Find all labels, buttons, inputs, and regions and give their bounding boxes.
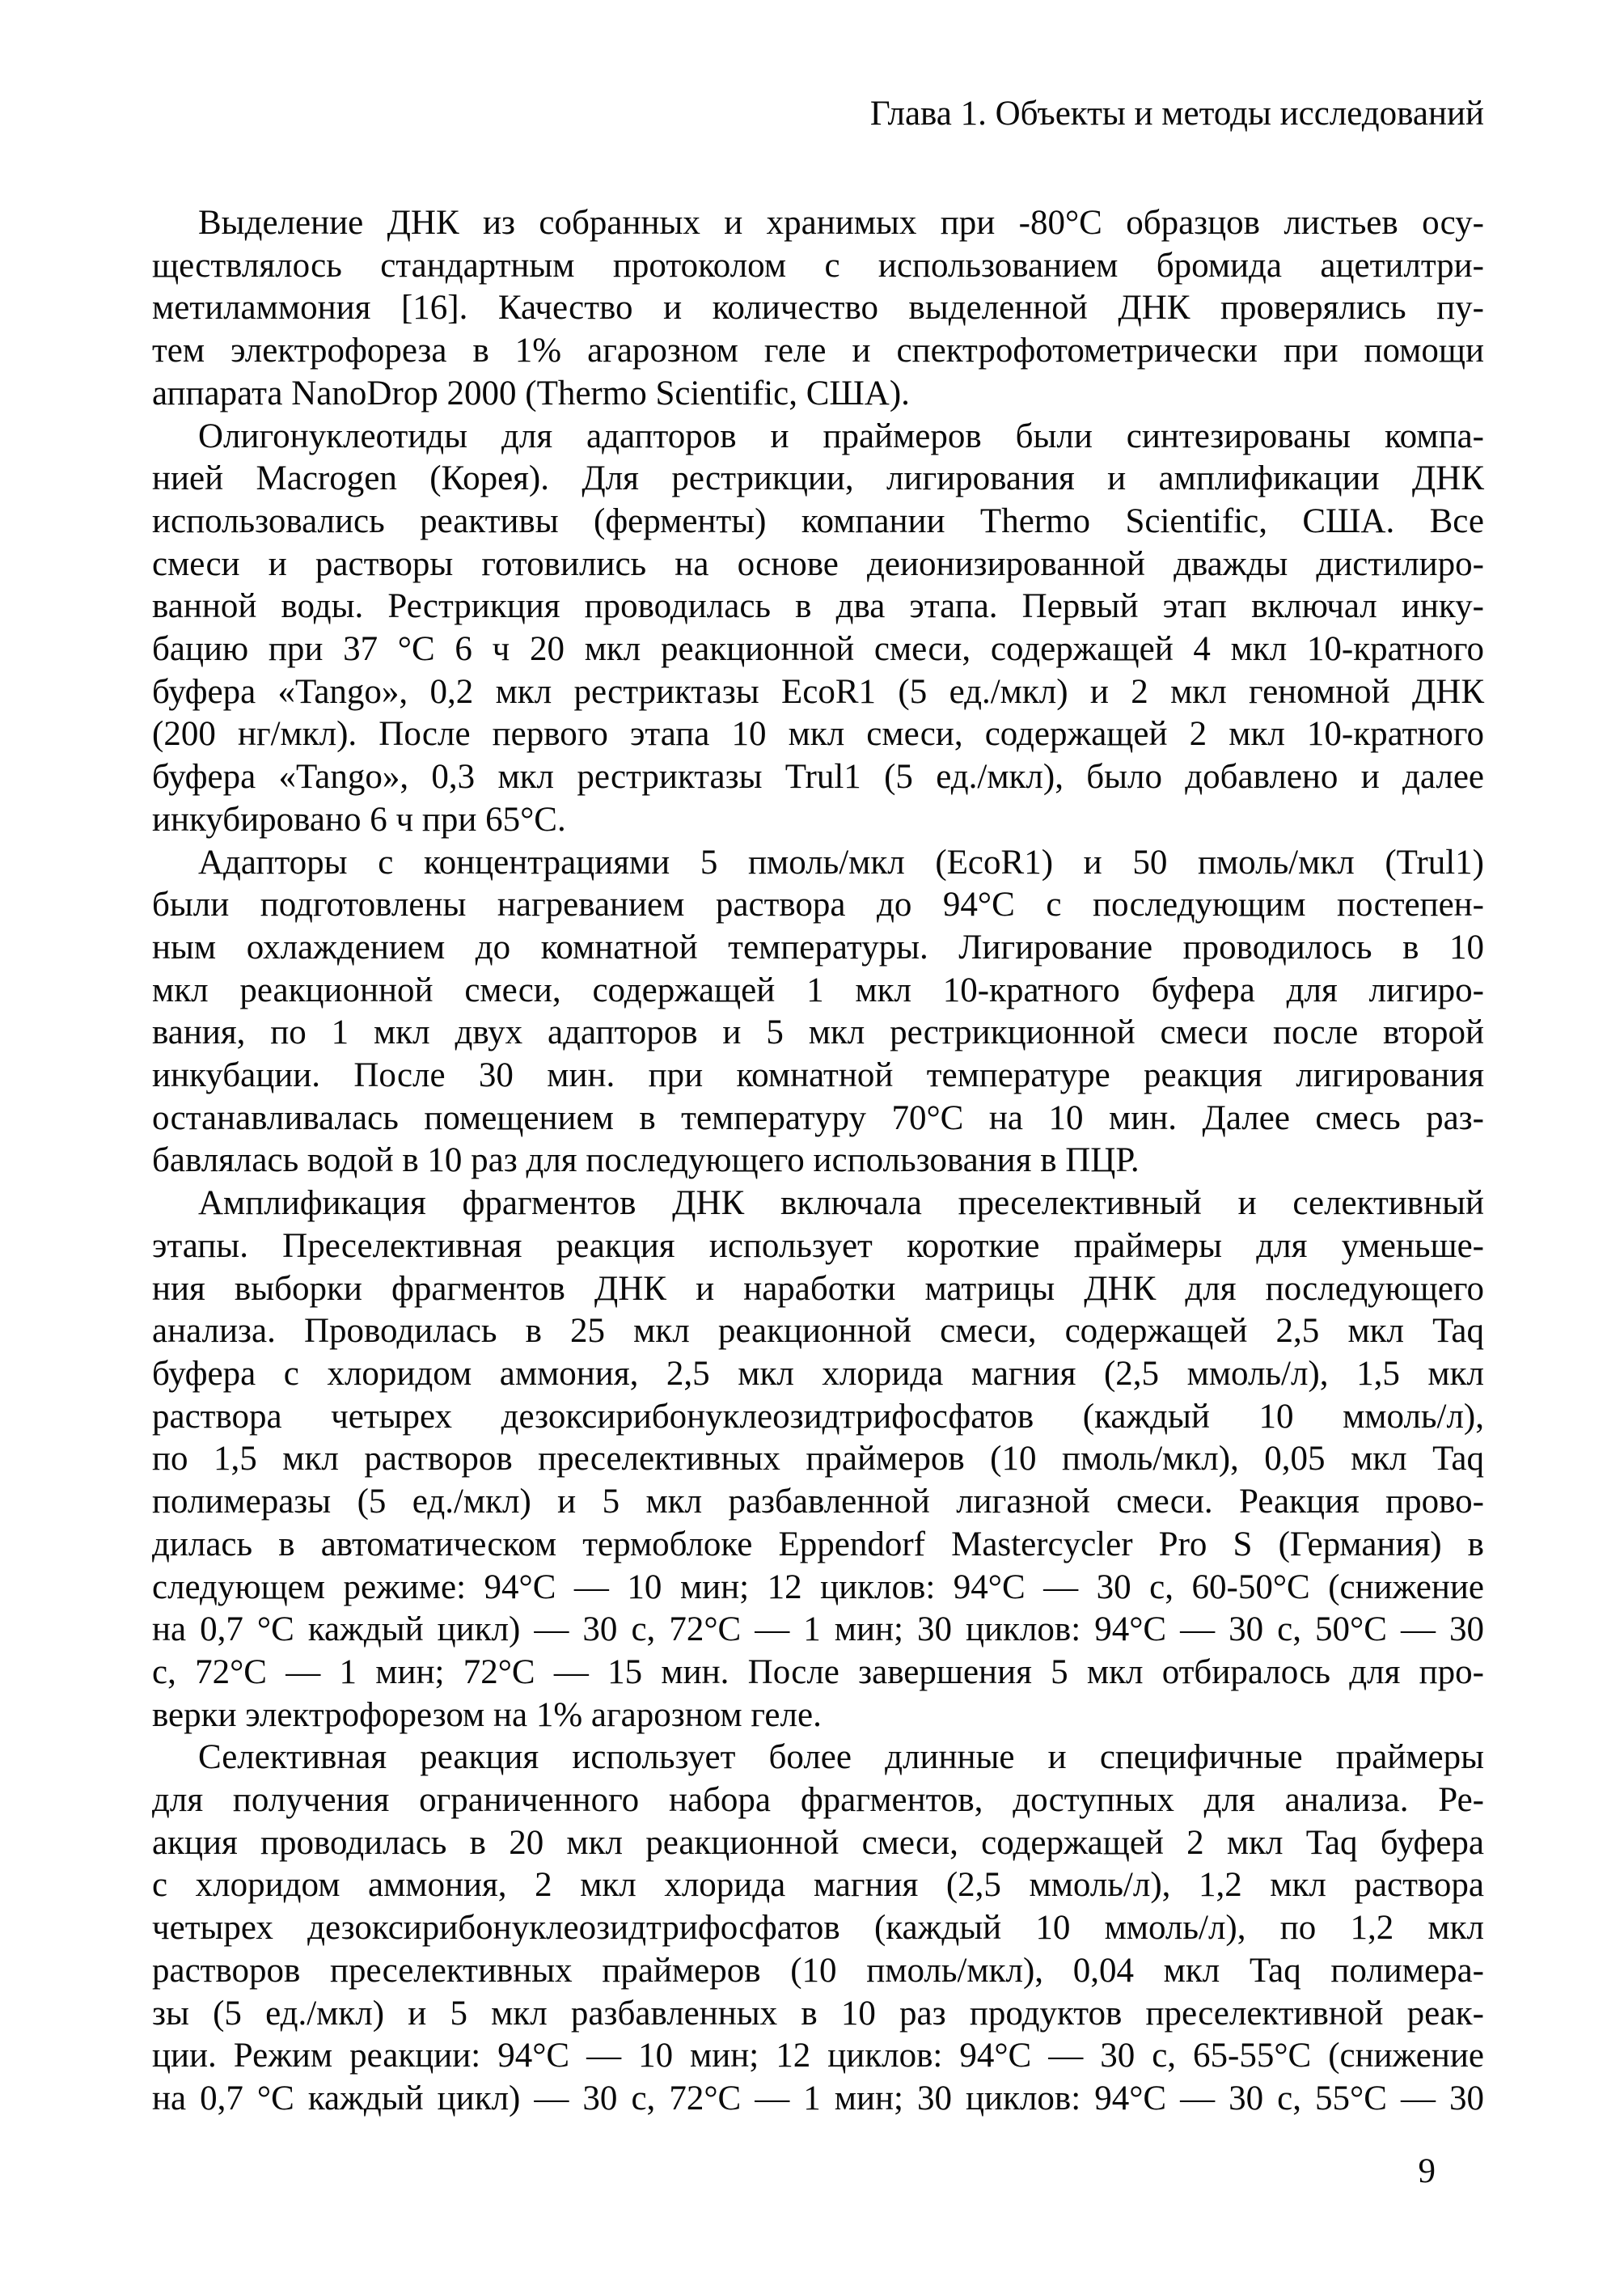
- body-text: [152, 202, 1484, 2121]
- text-line: метиламмония [16]. Качество и количество выделенной ДНК проверялись пу-: [152, 289, 1484, 328]
- text-line: Амплификация фрагментов ДНК включала преселективный и селективный: [198, 1184, 1484, 1223]
- text-line: анализа. Проводилась в 25 мкл реакционной смеси, содержащей 2,5 мкл Taq: [152, 1312, 1484, 1351]
- text-line: мкл реакционной смеси, содержащей 1 мкл 10-кратного буфера для лигиро-: [152, 971, 1484, 1009]
- text-line: Олигонуклеотиды для адапторов и праймеров были синтезированы компа-: [198, 417, 1484, 455]
- text-line: Селективная реакция использует более длинные и специфичные праймеры: [198, 1738, 1484, 1777]
- text-line: буфера с хлоридом аммония, 2,5 мкл хлорида магния (2,5 ммоль/л), 1,5 мкл: [152, 1354, 1484, 1393]
- text-line: верки электрофорезом на 1% агарозном геле.: [152, 1695, 822, 1734]
- text-line: полимеразы (5 ед./мкл) и 5 мкл разбавленной лигазной смеси. Реакция прово-: [152, 1483, 1484, 1521]
- text-line: дилась в автоматическом термоблоке Eppendorf Mastercycler Pro S (Германия) в: [152, 1525, 1484, 1563]
- text-line: ции. Режим реакции: 94°С — 10 мин; 12 циклов: 94°С — 30 с, 65-55°С (снижение: [152, 2037, 1484, 2075]
- text-line: тем электрофореза в 1% агарозном геле и спектрофотометрически при помощи: [152, 332, 1484, 370]
- text-line: буфера «Tango», 0,3 мкл рестриктазы Trul1 (5 ед./мкл), было добавлено и далее: [152, 758, 1484, 797]
- text-line: зы (5 ед./мкл) и 5 мкл разбавленных в 10 раз продуктов преселективной реак-: [152, 1994, 1484, 2033]
- text-line: бацию при 37 °С 6 ч 20 мкл реакционной смеси, содержащей 4 мкл 10-кратного: [152, 630, 1484, 669]
- text-line: на 0,7 °С каждый цикл) — 30 с, 72°С — 1 мин; 30 циклов: 94°С — 30 с, 50°С — 30: [152, 1610, 1484, 1649]
- text-line: инкубировано 6 ч при 65°С.: [152, 800, 566, 839]
- text-line: смеси и растворы готовились на основе деионизированной дважды дистилиро-: [152, 544, 1484, 583]
- text-line: этапы. Преселективная реакция использует короткие праймеры для уменьше-: [152, 1226, 1484, 1265]
- text-line: акция проводилась в 20 мкл реакционной смеси, содержащей 2 мкл Taq буфера: [152, 1823, 1484, 1862]
- text-line: останавливалась помещением в температуру 70°С на 10 мин. Далее смесь раз-: [152, 1098, 1484, 1137]
- running-head: Глава 1. Объекты и методы исследований: [869, 95, 1484, 133]
- text-line: были подготовлены нагреванием раствора до 94°С с последующим постепен-: [152, 886, 1484, 924]
- text-line: аппарата NanoDrop 2000 (Thermo Scientific, США).: [152, 374, 910, 412]
- text-line: бавлялась водой в 10 раз для последующего использования в ПЦР.: [152, 1141, 1140, 1180]
- text-line: следующем режиме: 94°С — 10 мин; 12 циклов: 94°С — 30 с, 60-50°С (снижение: [152, 1567, 1484, 1606]
- text-line: по 1,5 мкл растворов преселективных праймеров (10 пмоль/мкл), 0,05 мкл Taq: [152, 1440, 1484, 1479]
- text-line: четырех дезоксирибонуклеозидтрифосфатов (каждый 10 ммоль/л), по 1,2 мкл: [152, 1909, 1484, 1948]
- text-line: ванной воды. Рестрикция проводилась в два этапа. Первый этап включал инку-: [152, 587, 1484, 626]
- text-line: Выделение ДНК из собранных и хранимых при -80°С образцов листьев осу-: [198, 204, 1484, 242]
- text-line: для получения ограниченного набора фрагментов, доступных для анализа. Ре-: [152, 1781, 1484, 1820]
- page-number: 9: [1418, 2152, 1436, 2190]
- text-line: (200 нг/мкл). После первого этапа 10 мкл смеси, содержащей 2 мкл 10-кратного: [152, 715, 1484, 754]
- text-line: ния выборки фрагментов ДНК и наработки матрицы ДНК для последующего: [152, 1269, 1484, 1308]
- text-line: инкубации. После 30 мин. при комнатной температуре реакция лигирования: [152, 1056, 1484, 1095]
- text-line: с хлоридом аммония, 2 мкл хлорида магния (2,5 ммоль/л), 1,2 мкл раствора: [152, 1866, 1484, 1905]
- text-line: растворов преселективных праймеров (10 пмоль/мкл), 0,04 мкл Taq полимера-: [152, 1951, 1484, 1990]
- text-line: нией Macrogen (Корея). Для рестрикции, лигирования и амплификации ДНК: [152, 459, 1484, 498]
- text-line: Адапторы с концентрациями 5 пмоль/мкл (EcoR1) и 50 пмоль/мкл (Trul1): [198, 843, 1484, 882]
- text-line: использовались реактивы (ферменты) компании Thermo Scientific, США. Все: [152, 501, 1484, 540]
- text-line: ществлялось стандартным протоколом с использованием бромида ацетилтри-: [152, 246, 1484, 285]
- text-line: на 0,7 °С каждый цикл) — 30 с, 72°С — 1 мин; 30 циклов: 94°С — 30 с, 55°С — 30: [152, 2079, 1484, 2117]
- text-line: раствора четырех дезоксирибонуклеозидтрифосфатов (каждый 10 ммоль/л),: [152, 1397, 1484, 1436]
- text-line: вания, по 1 мкл двух адапторов и 5 мкл рестрикционной смеси после второй: [152, 1013, 1484, 1052]
- text-line: ным охлаждением до комнатной температуры. Лигирование проводилось в 10: [152, 928, 1484, 967]
- text-line: буфера «Tango», 0,2 мкл рестриктазы EcoR1 (5 ед./мкл) и 2 мкл геномной ДНК: [152, 672, 1484, 711]
- text-line: с, 72°С — 1 мин; 72°С — 15 мин. После завершения 5 мкл отбиралось для про-: [152, 1652, 1484, 1691]
